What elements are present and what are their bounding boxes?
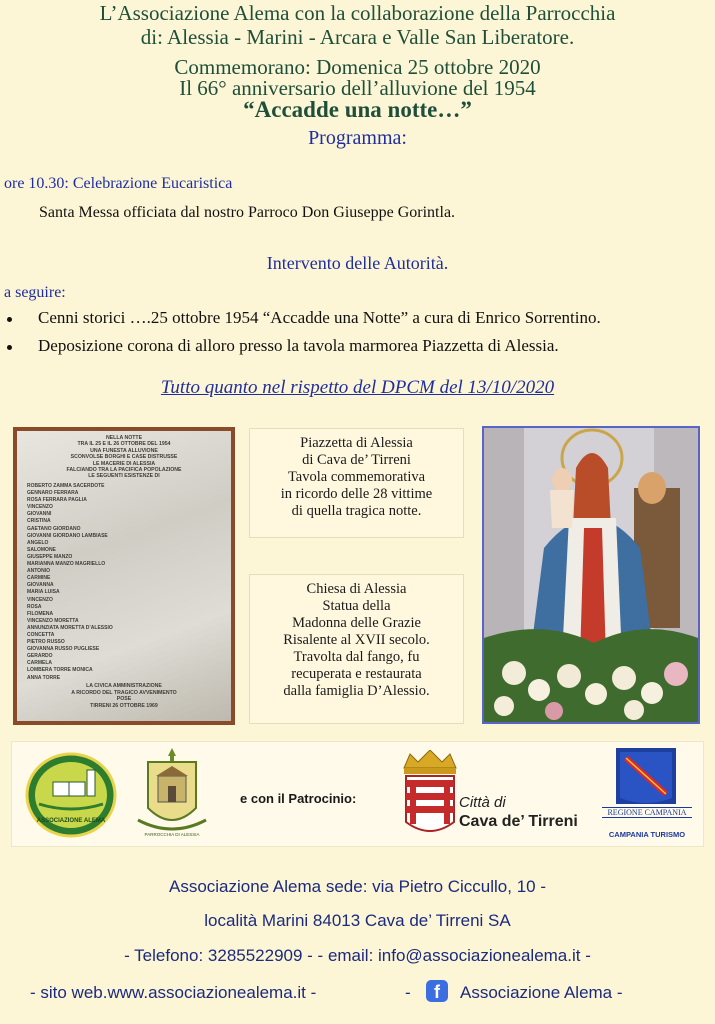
plaque-name-line: SALOMONE: [27, 546, 56, 553]
madonna-statue-image: [484, 428, 698, 722]
plaque-name-line: VINCENZO: [27, 596, 53, 603]
header-line-5: “Accadde una notte…”: [243, 97, 472, 122]
caption-chiesa: [249, 574, 464, 724]
header-line-4: Il 66° anniversario dell’alluvione del 1954: [179, 76, 536, 100]
plaque-name-line: ANGELO: [27, 539, 49, 546]
program-bullet-2: Deposizione corona di alloro presso la tavola marmorea Piazzetta di Alessia.: [7, 336, 559, 356]
program-time-line: ore 10.30: Celebrazione Eucaristica: [4, 175, 233, 192]
caption-line: Chiesa di Alessia: [306, 581, 407, 597]
plaque-name-line: GIOVANNA: [27, 582, 54, 589]
alema-logo-text: ASSOCIAZIONE ALEMA: [36, 818, 106, 824]
plaque-footer-line: TIRRENI 26 OTTOBRE 1969: [90, 702, 158, 709]
plaque-names: [27, 483, 217, 682]
caption-line: in ricordo delle 28 vittime: [280, 486, 433, 502]
caption-line: dalla famiglia D’Alessio.: [283, 683, 430, 699]
plaque-title-line: NELLA NOTTE: [105, 435, 143, 441]
plaque-name-line: ANNUNZIATA MORETTA D’ALESSIO: [27, 624, 113, 631]
plaque-title-line: LE MACERIE DI ALESSIA: [92, 460, 156, 467]
plaque-name-line: GERARDO: [27, 653, 53, 660]
header-line-2: di: Alessia - Marini - Arcara e Valle San Liberatore.: [140, 25, 575, 49]
programma-heading: Programma:: [308, 127, 407, 149]
plaque-name-line: PIETRO RUSSO: [27, 639, 65, 646]
plaque-footer-line: A RICORDO DEL TRAGICO AVVENIMENTO: [71, 689, 177, 696]
plaque-name-line: LOMBERA TORRE MONICA: [27, 667, 93, 674]
plaque-name-line: MARIA LUISA: [27, 589, 60, 596]
caption-line: Piazzetta di Alessia: [300, 435, 413, 451]
authorities-heading: Intervento delle Autorità.: [266, 253, 449, 273]
citta-label-2: Cava de’ Tirreni: [459, 813, 578, 830]
plaque-name-line: ANTONIO: [27, 568, 50, 575]
bullet-dot: [7, 345, 12, 350]
plaque-name-line: GENNARO FERRARA: [27, 490, 79, 497]
footer-separator: -: [405, 983, 411, 1002]
plaque-name-line: ROBERTO ZAMMA SACERDOTE: [27, 483, 105, 489]
plaque-name-line: GIOVANNI GIORDANO LAMBIASE: [27, 532, 108, 539]
campania-turismo-label: CAMPANIA TURISMO: [608, 830, 686, 839]
plaque-title-line: UNA FUNESTA ALLUVIONE: [90, 447, 158, 454]
plaque-name-line: CONCETTA: [27, 631, 55, 638]
plaque-name-line: VINCENZO MORETTA: [27, 617, 79, 624]
alema-logo: [25, 752, 117, 838]
cava-coat-of-arms: [400, 750, 460, 842]
regione-campania-logo: [612, 748, 680, 804]
program-mass-line: Santa Messa officiata dal nostro Parroco Don Giuseppe Gorintla.: [39, 204, 456, 221]
caption-piazzetta: [249, 428, 464, 538]
plaque-name-line: VINCENZO: [27, 504, 53, 511]
plaque-title-line: TRA IL 25 E IL 26 OTTOBRE DEL 1954: [77, 441, 171, 448]
caption-line: Statua della: [322, 598, 391, 614]
plaque-photo: [13, 427, 235, 725]
citta-label-1: Città di: [459, 794, 506, 811]
parish-logo-text: PARROCCHIA DI ALESSIA: [144, 832, 200, 837]
plaque-name-line: FILOMENA: [27, 610, 54, 617]
following-label: a seguire:: [4, 284, 66, 301]
footer-website[interactable]: - sito web.www.associazionealema.it -: [30, 983, 317, 1002]
caption-line: Travolta dal fango, fu: [293, 649, 420, 665]
plaque-name-line: GIUSEPPE MANZO: [27, 553, 73, 560]
plaque-name-line: GAETANO GIORDANO: [27, 525, 81, 532]
footer-contacts: - Telefono: 3285522909 - - email: info@associazionealema.it -: [124, 946, 591, 965]
dpcm-notice: Tutto quanto nel rispetto del DPCM del 13/10/2020: [160, 377, 555, 398]
facebook-icon[interactable]: f: [426, 980, 448, 1002]
statue-photo: [482, 426, 700, 724]
plaque-footer-line: LA CIVICA AMMINISTRAZIONE: [86, 683, 162, 689]
patrocinio-label: e con il Patrocinio:: [240, 791, 357, 806]
plaque-footer-line: POSE: [116, 696, 132, 703]
program-bullet-1: Cenni storici ….25 ottobre 1954 “Accadde una Notte” a cura di Enrico Sorrentino.: [7, 308, 601, 328]
footer-facebook-label[interactable]: Associazione Alema -: [460, 983, 623, 1002]
header-line-3: Commemorano: Domenica 25 ottobre 2020: [174, 55, 541, 79]
plaque-footer: [17, 683, 231, 709]
footer-locality: località Marini 84013 Cava de’ Tirreni SA: [204, 911, 511, 930]
plaque-title: [17, 435, 231, 480]
plaque-name-line: ANNA TORRE: [27, 674, 61, 681]
plaque-name-line: CARMINE: [27, 575, 51, 582]
plaque-name-line: CRISTINA: [27, 518, 51, 525]
plaque-name-line: ROSA: [27, 603, 42, 610]
plaque-title-line: SCONVOLSE BORGHI E CASE DISTRUSSE: [70, 454, 178, 461]
footer-address: Associazione Alema sede: via Pietro Ciccullo, 10 -: [168, 877, 546, 896]
caption-line: Madonna delle Grazie: [292, 615, 421, 631]
caption-line: recuperata e restaurata: [291, 666, 422, 682]
plaque-name-line: GIOVANNI: [27, 511, 52, 518]
bullet-dot: [7, 317, 12, 322]
caption-line: di Cava de’ Tirreni: [302, 452, 411, 468]
plaque-name-line: CARMELA: [27, 660, 52, 667]
header-line-1: L’Associazione Alema con la collaborazione della Parrocchia: [99, 1, 616, 25]
caption-line: Risalente al XVII secolo.: [283, 632, 430, 648]
plaque-title-line: FALCIANDO TRA LA PACIFICA POPOLAZIONE: [66, 467, 182, 474]
plaque-name-line: ROSA FERRARA PAGLIA: [27, 497, 87, 504]
plaque-title-line: LE SEGUENTI ESISTENZE DI: [88, 473, 160, 480]
plaque-name-line: GIOVANNA RUSSO PUGLIESE: [27, 646, 100, 653]
regione-label: REGIONE CAMPANIA: [602, 807, 692, 818]
caption-line: Tavola commemorativa: [287, 469, 426, 485]
caption-line: di quella tragica notte.: [291, 503, 422, 519]
marble-plaque: [17, 431, 231, 721]
plaque-name-line: MARIANNA MANZO MAGRIELLO: [27, 561, 106, 568]
parish-logo: [134, 746, 210, 842]
